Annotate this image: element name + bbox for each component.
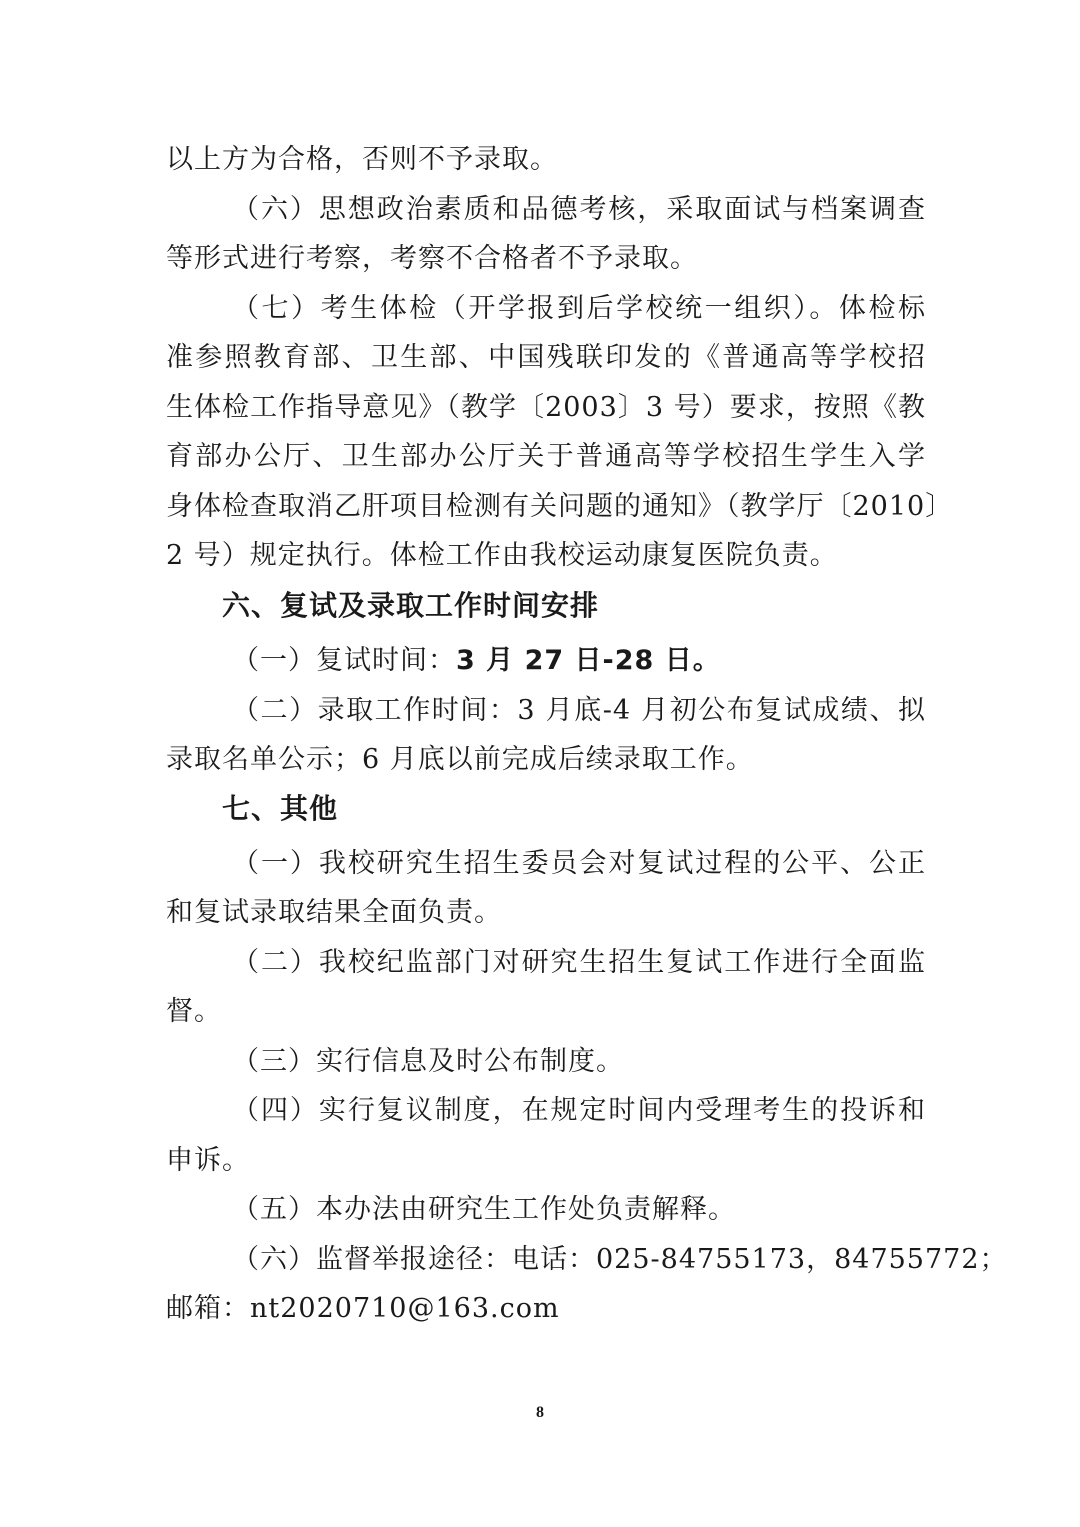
paragraph-line: （四）实行复议制度，在规定时间内受理考生的投诉和 (232, 1095, 926, 1126)
paragraph-line: 以上方为合格，否则不予录取。 (166, 144, 558, 175)
paragraph-line: 身体检查取消乙肝项目检测有关问题的通知》（教学厅〔2010〕 (166, 491, 954, 522)
paragraph-line: 准参照教育部、卫生部、中国残联印发的《普通高等学校招 (166, 342, 926, 373)
paragraph-line: （三）实行信息及时公布制度。 (232, 1046, 624, 1077)
paragraph-line (232, 641, 926, 681)
paragraph-line: （五）本办法由研究生工作处负责解释。 (232, 1194, 736, 1225)
paragraph-line: （六）监督举报途径：电话：025-84755173，84755772； (232, 1244, 1008, 1275)
section-heading-six: 六、复试及录取工作时间安排 (222, 589, 600, 622)
page-number: 8 (536, 1404, 544, 1421)
paragraph-line: 邮箱：nt2020710@163.com (166, 1293, 560, 1324)
paragraph-line: 生体检工作指导意见》（教学〔2003〕3 号）要求，按照《教 (166, 392, 926, 423)
paragraph-line: （七）考生体检（开学报到后学校统一组织）。体检标 (232, 293, 926, 324)
section-heading-seven: 七、其他 (222, 792, 339, 825)
paragraph-line: （二）录取工作时间：3 月底-4 月初公布复试成绩、拟 (232, 695, 926, 726)
paragraph-line: 和复试录取结果全面负责。 (166, 897, 502, 928)
paragraph-line: 等形式进行考察，考察不合格者不予录取。 (166, 243, 698, 274)
paragraph-line: （二）我校纪监部门对研究生招生复试工作进行全面监 (232, 947, 926, 978)
paragraph-line: （六）思想政治素质和品德考核，采取面试与档案调查 (232, 194, 926, 225)
retest-time-value: 3 月 27 日-28 日。 (456, 645, 721, 676)
paragraph-line: （一）我校研究生招生委员会对复试过程的公平、公正 (232, 848, 926, 879)
paragraph-line: 育部办公厅、卫生部办公厅关于普通高等学校招生学生入学 (166, 441, 926, 472)
paragraph-line: 2 号）规定执行。体检工作由我校运动康复医院负责。 (166, 540, 838, 571)
retest-time-label: （一）复试时间： (232, 645, 456, 676)
paragraph-line: 录取名单公示；6 月底以前完成后续录取工作。 (166, 744, 754, 775)
paragraph-line: 申诉。 (166, 1145, 250, 1176)
paragraph-line: 督。 (166, 996, 222, 1027)
